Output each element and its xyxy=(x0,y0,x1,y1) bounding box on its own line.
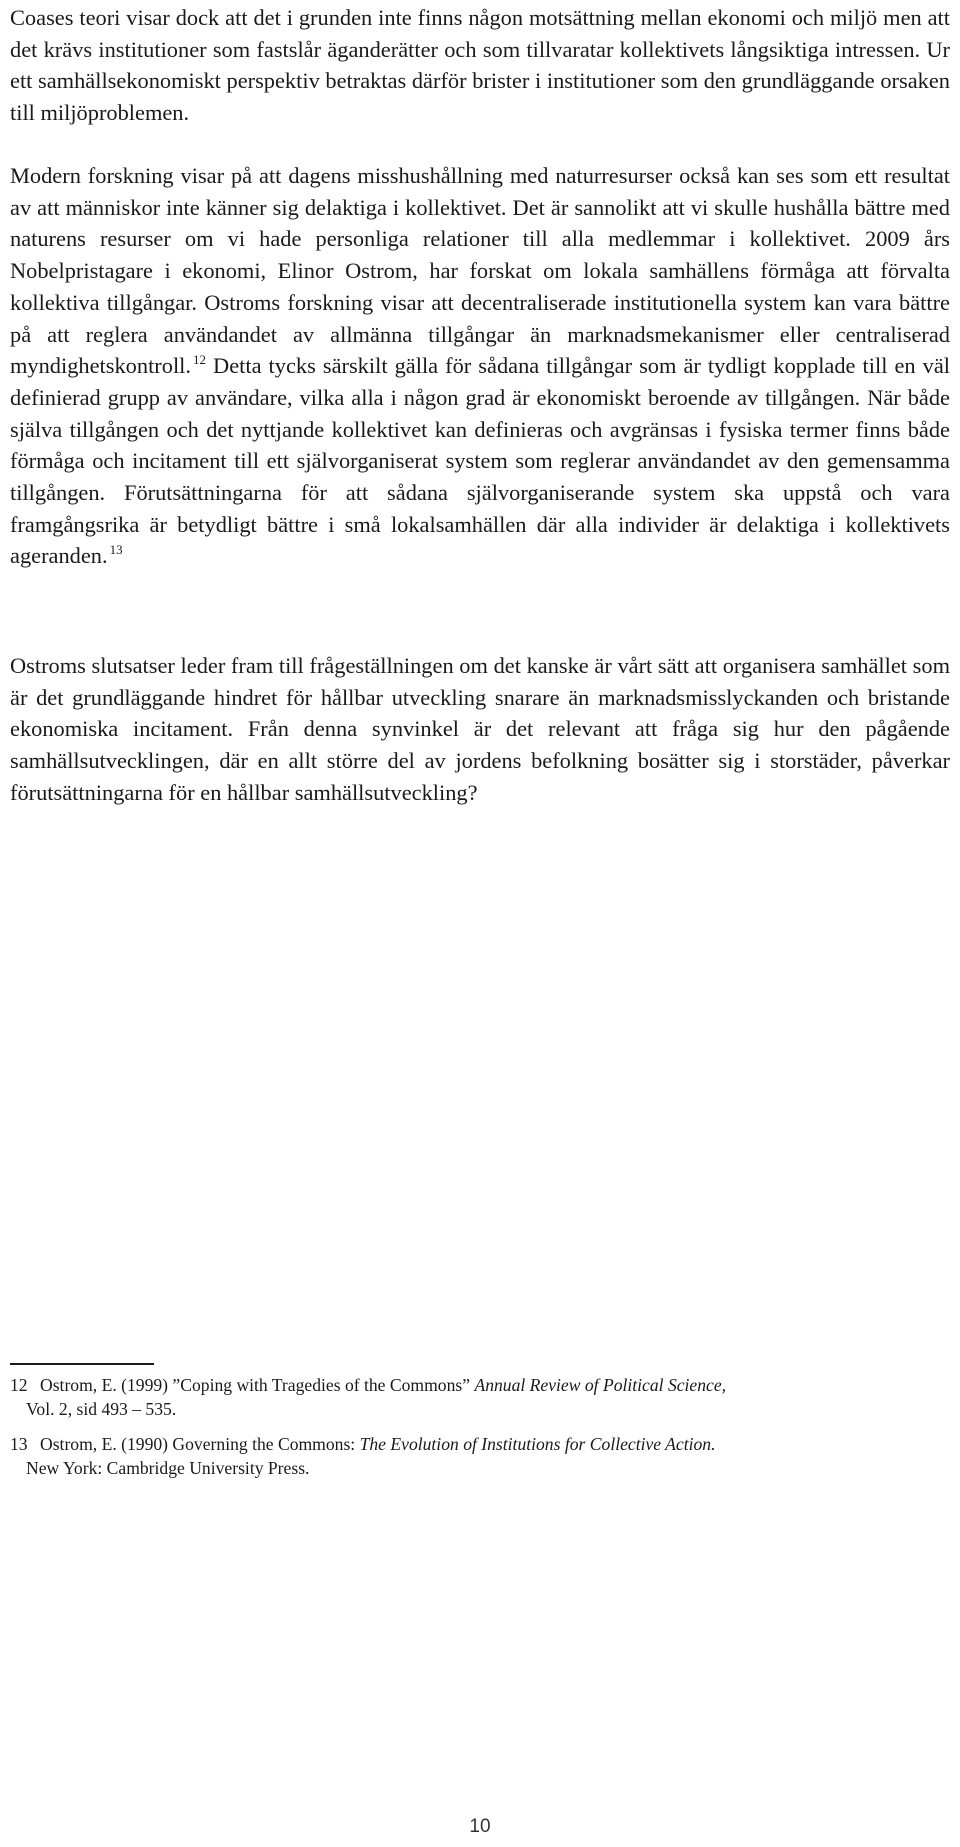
paragraph-2-text-a: Modern forskning visar på att dagens misshushållning med naturresurser också kan ses som ett resultat av att människor inte känner sig delaktiga i kollektivet. Det är sannolikt att vi skulle hushålla bättre med naturens resurser om vi hade personliga relationer till alla medlemmar i kollektivet. 2009 års Nobelpristagare i ekonomi, Elinor Ostrom, har forskat om lokala samhällens förmåga att förvalta kollektiva tillgångar. Ostroms forskning visar att decentraliserade institutionella system kan vara bättre på att reglera användandet av allmänna tillgångar än marknadsmekanismer eller centraliserad myndighetskontroll. xyxy=(10,163,950,379)
paragraph-3 xyxy=(10,650,950,809)
page-number: 10 xyxy=(469,1816,491,1837)
paragraph-2 xyxy=(10,160,950,572)
footnote-number: 13 xyxy=(10,1434,28,1454)
paragraph-2-text-b: Detta tycks särskilt gälla för sådana tillgångar som är tydligt kopplade till en väl definierad grupp av användare, vilka alla i någon grad är ekonomiskt beroende av tillgången. När både själva tillgången och det nyttjande kollektivet kan definieras och avgränsas i fysiska termer finns både förmåga och incitament till ett självorganiserat system som reglerar användandet av den gemensamma tillgången. Förutsättningarna för att sådana självorganiserande system ska uppstå och vara framgångsrika är betydligt bättre i små lokalsamhällen där alla individer är delaktiga i kollektivets ageranden. xyxy=(10,353,950,569)
paragraph-1-text: Coases teori visar dock att det i grunden inte finns någon motsättning mellan ekonomi och miljö men att det krävs institutioner som fastslår äganderätter och som tillvaratar kollektivets långsiktiga intressen. Ur ett samhällsekonomiskt perspektiv betraktas därför brister i institutioner som den grundläggande orsaken till miljöproblemen. xyxy=(10,5,950,126)
footnote-source-title: Annual Review of Political Science, xyxy=(474,1375,727,1395)
footnote-12 xyxy=(10,1373,950,1421)
footnote-continuation: Vol. 2, sid 493 – 535. xyxy=(26,1399,177,1419)
paragraph-3-text: Ostroms slutsatser leder fram till frågeställningen om det kanske är vårt sätt att organisera samhället som är det grundläggande hindret för hållbar utveckling snarare än marknadsmisslyckanden och bristande ekonomiska incitament. Från denna synvinkel är det relevant att fråga sig hur den pågående samhällsutvecklingen, där en allt större del av jordens befolkning bosätter sig i storstäder, påverkar förutsättningarna för en hållbar samhällsutveckling? xyxy=(10,653,950,805)
footnote-reference-13[interactable]: 13 xyxy=(109,542,123,558)
paragraph-2-content xyxy=(10,160,950,572)
footnote-13 xyxy=(10,1432,950,1480)
paragraph-1 xyxy=(10,2,950,129)
footnote-reference-12[interactable]: 12 xyxy=(192,352,206,368)
footnote-divider xyxy=(10,1363,154,1365)
footnote-continuation: New York: Cambridge University Press. xyxy=(26,1458,310,1478)
footnote-citation: Ostrom, E. (1990) Governing the Commons: xyxy=(40,1434,360,1454)
footnote-source-title: The Evolution of Institutions for Collective Action. xyxy=(359,1434,716,1454)
footnote-number: 12 xyxy=(10,1375,28,1395)
footnote-citation: Ostrom, E. (1999) ”Coping with Tragedies of the Commons” xyxy=(40,1375,475,1395)
